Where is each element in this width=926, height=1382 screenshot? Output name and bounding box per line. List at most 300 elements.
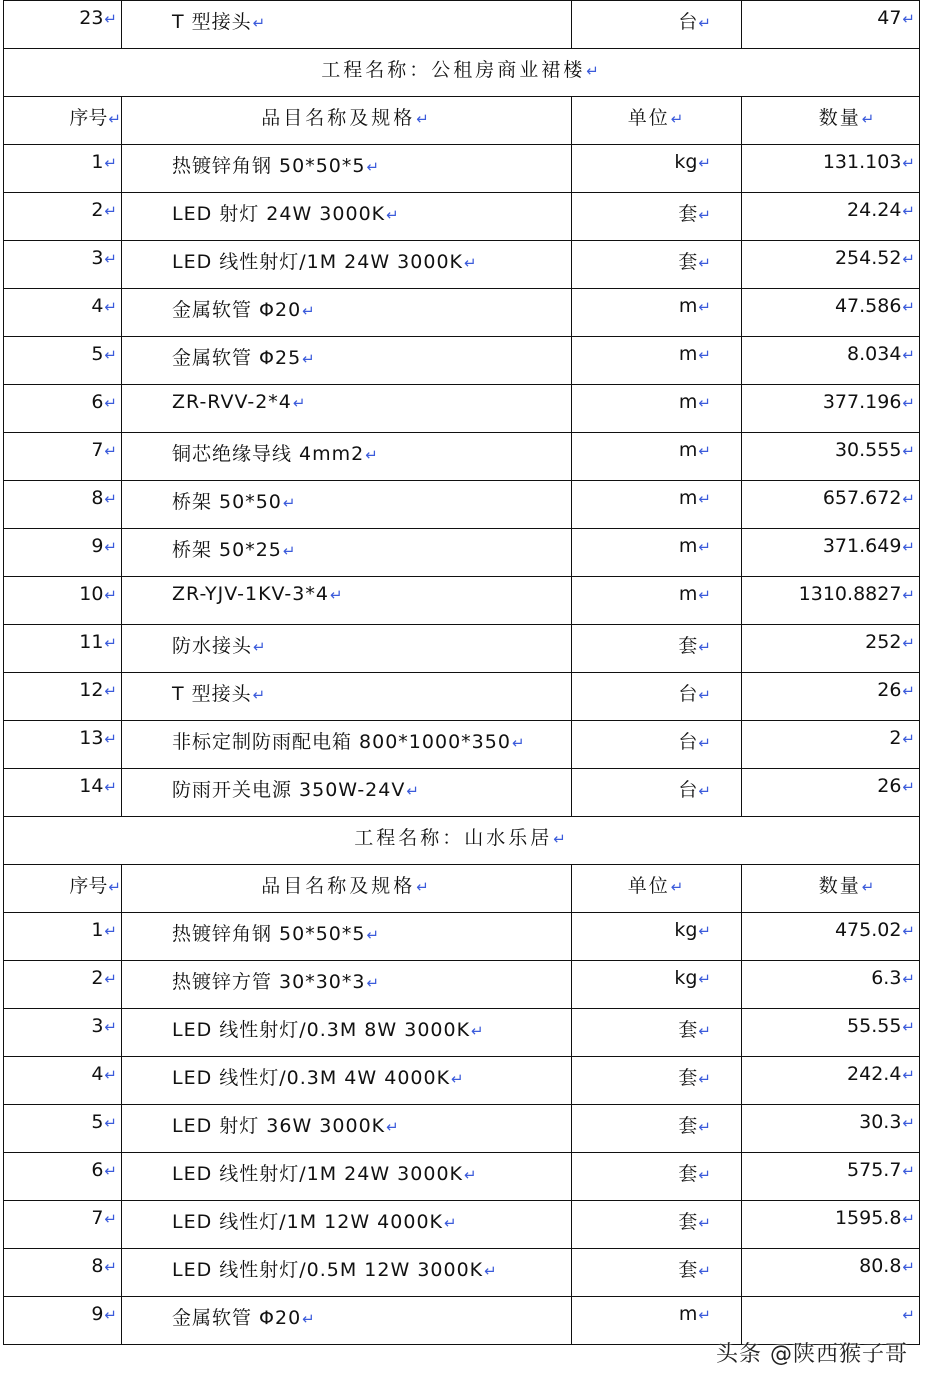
table-row [4,529,920,577]
row-number-cell [4,1009,122,1057]
item-name-cell [122,241,572,289]
item-name-text: T 型接头 [172,11,252,33]
item-quantity-cell [742,769,920,817]
item-unit-text: m [678,295,698,317]
item-unit-text: m [678,439,698,461]
header-qty-cell [742,97,920,145]
item-name-text: LED 射灯 36W 3000K [172,1115,386,1137]
row-number-cell [4,577,122,625]
item-unit-cell [572,145,742,193]
item-unit-cell [572,673,742,721]
item-quantity-text: 26 [877,775,902,797]
item-quantity-text: 30.3 [859,1111,902,1133]
row-number-text: 8 [91,1255,104,1277]
paragraph-mark-icon: ↵ [104,538,117,556]
item-name-cell [122,1297,572,1345]
row-number-text: 6 [91,391,104,413]
row-number-text: 7 [91,439,104,461]
item-quantity-text: 30.555 [834,439,902,461]
item-name-text: LED 线性射灯/0.5M 12W 3000K [172,1259,484,1281]
item-name-text: 金属软管 Φ20 [172,1307,302,1329]
paragraph-mark-icon: ↵ [902,1018,915,1036]
table-row [4,1249,920,1297]
paragraph-mark-icon: ↵ [902,202,915,220]
paragraph-mark-icon: ↵ [902,394,915,412]
item-unit-text: m [678,535,698,557]
header-unit-text: 单位 [627,875,670,897]
item-name-text: LED 线性灯/0.3M 4W 4000K [172,1067,451,1089]
row-number-cell [4,289,122,337]
item-quantity-text: 47.586 [834,295,902,317]
paragraph-mark-icon: ↵ [252,686,267,704]
item-unit-cell [572,913,742,961]
paragraph-mark-icon: ↵ [670,110,686,128]
paragraph-mark-icon: ↵ [698,14,711,32]
paragraph-mark-icon: ↵ [451,1070,465,1088]
row-number-text: 1 [91,919,104,941]
paragraph-mark-icon: ↵ [416,878,432,896]
paragraph-mark-icon: ↵ [108,878,121,896]
paragraph-mark-icon: ↵ [302,350,316,368]
paragraph-mark-icon: ↵ [698,586,711,604]
table-row [4,1057,920,1105]
item-name-cell [122,769,572,817]
paragraph-mark-icon: ↵ [698,1118,711,1136]
paragraph-mark-icon: ↵ [902,778,915,796]
header-unit-cell [572,865,742,913]
item-name-cell [122,1009,572,1057]
paragraph-mark-icon: ↵ [292,394,307,412]
item-quantity-text: 2 [889,727,902,749]
item-name-cell [122,337,572,385]
item-name-text: 防雨开关电源 350W-24V [172,779,406,801]
item-quantity-cell [742,673,920,721]
item-unit-cell [572,289,742,337]
paragraph-mark-icon: ↵ [302,1310,316,1328]
item-unit-cell [572,1057,742,1105]
row-number-text: 5 [91,343,104,365]
paragraph-mark-icon: ↵ [104,970,117,988]
item-unit-text: m [678,1303,698,1325]
item-name-text: T 型接头 [172,683,252,705]
project-title-cell [4,49,920,97]
item-name-cell [122,721,572,769]
row-number-cell [4,1057,122,1105]
paragraph-mark-icon: ↵ [698,206,711,224]
paragraph-mark-icon: ↵ [104,346,117,364]
item-name-cell [122,1249,572,1297]
item-name-cell [122,1105,572,1153]
item-unit-cell [572,1249,742,1297]
row-number-text: 9 [91,535,104,557]
header-unit-cell [572,97,742,145]
item-name-text: 热镀锌方管 30*30*3 [172,971,366,993]
paragraph-mark-icon: ↵ [698,490,711,508]
paragraph-mark-icon: ↵ [902,538,915,556]
item-unit-text: 套 [678,1211,698,1233]
item-quantity-cell [742,721,920,769]
item-unit-cell [572,1201,742,1249]
item-name-cell [122,1201,572,1249]
item-unit-text: kg [674,967,698,989]
item-name-text: LED 线性灯/1M 12W 4000K [172,1211,443,1233]
paragraph-mark-icon: ↵ [386,206,400,224]
paragraph-mark-icon: ↵ [104,154,117,172]
table-row [4,673,920,721]
paragraph-mark-icon: ↵ [861,110,877,128]
item-quantity-cell [742,1249,920,1297]
row-number-text: 10 [79,583,104,605]
header-row [4,97,920,145]
item-name-cell [122,961,572,1009]
item-quantity-text: 1310.8827 [798,583,902,605]
paragraph-mark-icon: ↵ [902,970,915,988]
paragraph-mark-icon: ↵ [698,442,711,460]
row-number-cell [4,385,122,433]
item-name-cell [122,193,572,241]
item-unit-text: kg [674,919,698,941]
item-unit-text: 套 [678,1259,698,1281]
item-quantity-cell [742,193,920,241]
project-title-text: 工程名称：山水乐居 [354,827,553,849]
paragraph-mark-icon: ↵ [902,682,915,700]
paragraph-mark-icon: ↵ [902,154,915,172]
item-unit-cell [572,1153,742,1201]
paragraph-mark-icon: ↵ [108,110,121,128]
table-row [4,721,920,769]
paragraph-mark-icon: ↵ [104,490,117,508]
paragraph-mark-icon: ↵ [698,922,711,940]
table-row [4,433,920,481]
table-row [4,1153,920,1201]
table-row [4,1,920,49]
header-qty-cell [742,865,920,913]
item-quantity-text: 242.4 [847,1063,902,1085]
paragraph-mark-icon: ↵ [902,1306,915,1324]
item-name-cell [122,289,572,337]
table-row [4,577,920,625]
item-unit-cell [572,337,742,385]
item-unit-cell [572,625,742,673]
paragraph-mark-icon: ↵ [471,1022,485,1040]
item-name-cell [122,1,572,49]
paragraph-mark-icon: ↵ [104,1066,117,1084]
header-name-text: 品目名称及规格 [261,875,416,897]
paragraph-mark-icon: ↵ [104,442,117,460]
item-quantity-text: 80.8 [859,1255,902,1277]
paragraph-mark-icon: ↵ [902,730,915,748]
paragraph-mark-icon: ↵ [698,1262,711,1280]
table-row [4,913,920,961]
row-number-text: 3 [91,1015,104,1037]
table-row [4,193,920,241]
item-name-text: 防水接头 [172,635,253,657]
paragraph-mark-icon: ↵ [302,302,316,320]
paragraph-mark-icon: ↵ [104,586,117,604]
item-name-cell [122,385,572,433]
paragraph-mark-icon: ↵ [698,1306,711,1324]
item-unit-cell [572,193,742,241]
paragraph-mark-icon: ↵ [104,1258,117,1276]
item-unit-text: 套 [678,1019,698,1041]
paragraph-mark-icon: ↵ [282,494,297,512]
paragraph-mark-icon: ↵ [366,974,381,992]
item-unit-text: m [678,391,698,413]
item-quantity-text: 252 [865,631,902,653]
project-title-cell [4,817,920,865]
paragraph-mark-icon: ↵ [586,62,602,80]
row-number-cell [4,433,122,481]
item-unit-cell [572,481,742,529]
item-name-text: LED 射灯 24W 3000K [172,203,386,225]
paragraph-mark-icon: ↵ [104,202,117,220]
row-number-cell [4,961,122,1009]
paragraph-mark-icon: ↵ [104,1114,117,1132]
row-number-text: 11 [79,631,104,653]
item-name-text: LED 线性射灯/1M 24W 3000K [172,1163,463,1185]
item-quantity-text: 575.7 [847,1159,902,1181]
paragraph-mark-icon: ↵ [902,10,915,28]
paragraph-mark-icon: ↵ [902,1066,915,1084]
row-number-text: 5 [91,1111,104,1133]
row-number-cell [4,241,122,289]
item-unit-text: 台 [678,779,698,801]
row-number-text: 2 [91,967,104,989]
paragraph-mark-icon: ↵ [104,298,117,316]
item-unit-cell [572,241,742,289]
row-number-text: 9 [91,1303,104,1325]
paragraph-mark-icon: ↵ [252,14,267,32]
item-name-text: 热镀锌角钢 50*50*5 [172,923,366,945]
table-row [4,1201,920,1249]
paragraph-mark-icon: ↵ [902,922,915,940]
row-number-text: 6 [91,1159,104,1181]
item-unit-text: 套 [678,1163,698,1185]
item-name-text: 桥架 50*25 [172,539,282,561]
header-name-cell [122,97,572,145]
item-quantity-cell [742,529,920,577]
paragraph-mark-icon: ↵ [104,394,117,412]
row-number-cell [4,625,122,673]
item-name-cell [122,529,572,577]
paragraph-mark-icon: ↵ [698,1214,711,1232]
watermark: 头条 @陕西猴子哥 [716,1342,908,1367]
table-row [4,241,920,289]
item-unit-cell [572,529,742,577]
item-unit-text: 套 [678,635,698,657]
paragraph-mark-icon: ↵ [444,1214,458,1232]
materials-table-body [4,1,920,1345]
item-unit-text: m [678,343,698,365]
item-name-text: 铜芯绝缘导线 4mm2 [172,443,365,465]
item-quantity-cell [742,145,920,193]
item-name-text: 非标定制防雨配电箱 800*1000*350 [172,731,511,753]
table-row [4,385,920,433]
item-name-text: LED 线性射灯/1M 24W 3000K [172,251,463,273]
paragraph-mark-icon: ↵ [902,1210,915,1228]
paragraph-mark-icon: ↵ [104,778,117,796]
row-number-cell [4,145,122,193]
paragraph-mark-icon: ↵ [104,1306,117,1324]
item-name-cell [122,673,572,721]
header-qty-text: 数量 [818,107,861,129]
item-unit-text: m [678,583,698,605]
paragraph-mark-icon: ↵ [104,1162,117,1180]
item-quantity-text: 55.55 [847,1015,902,1037]
row-number-cell [4,1249,122,1297]
header-no-text: 序号 [69,875,108,897]
item-quantity-text: 26 [877,679,902,701]
paragraph-mark-icon: ↵ [698,1070,711,1088]
table-row [4,625,920,673]
item-quantity-cell [742,1,920,49]
item-quantity-cell [742,1057,920,1105]
item-quantity-text: 377.196 [822,391,902,413]
item-unit-text: 套 [678,1067,698,1089]
row-number-text: 7 [91,1207,104,1229]
item-quantity-text: 47 [877,7,902,29]
header-no-cell [4,97,122,145]
item-unit-cell [572,961,742,1009]
paragraph-mark-icon: ↵ [698,254,711,272]
paragraph-mark-icon: ↵ [104,250,117,268]
row-number-cell [4,1297,122,1345]
paragraph-mark-icon: ↵ [464,254,478,272]
paragraph-mark-icon: ↵ [902,250,915,268]
paragraph-mark-icon: ↵ [365,446,379,464]
item-quantity-cell [742,1009,920,1057]
paragraph-mark-icon: ↵ [104,634,117,652]
item-name-text: 金属软管 Φ25 [172,347,302,369]
paragraph-mark-icon: ↵ [386,1118,400,1136]
paragraph-mark-icon: ↵ [698,970,711,988]
paragraph-mark-icon: ↵ [670,878,686,896]
row-number-cell [4,337,122,385]
item-unit-cell [572,1,742,49]
item-quantity-text: 131.103 [822,151,902,173]
paragraph-mark-icon: ↵ [861,878,877,896]
item-unit-cell [572,385,742,433]
item-unit-text: kg [674,151,698,173]
item-name-text: LED 线性射灯/0.3M 8W 3000K [172,1019,471,1041]
table-row [4,289,920,337]
row-number-text: 14 [79,775,104,797]
item-quantity-cell [742,481,920,529]
header-unit-text: 单位 [627,107,670,129]
item-name-cell [122,1057,572,1105]
paragraph-mark-icon: ↵ [366,158,381,176]
item-quantity-cell [742,289,920,337]
paragraph-mark-icon: ↵ [511,734,526,752]
row-number-text: 8 [91,487,104,509]
item-quantity-text: 475.02 [834,919,902,941]
header-row [4,865,920,913]
header-name-cell [122,865,572,913]
item-name-cell [122,913,572,961]
table-row [4,1105,920,1153]
row-number-cell [4,1105,122,1153]
paragraph-mark-icon: ↵ [366,926,381,944]
paragraph-mark-icon: ↵ [329,586,344,604]
paragraph-mark-icon: ↵ [104,682,117,700]
item-unit-text: m [678,487,698,509]
item-unit-text: 台 [678,683,698,705]
paragraph-mark-icon: ↵ [253,638,267,656]
paragraph-mark-icon: ↵ [902,586,915,604]
item-name-cell [122,145,572,193]
item-name-cell [122,1153,572,1201]
row-number-cell [4,529,122,577]
item-quantity-cell [742,385,920,433]
item-quantity-text: 24.24 [847,199,902,221]
paragraph-mark-icon: ↵ [902,1258,915,1276]
paragraph-mark-icon: ↵ [698,1022,711,1040]
item-unit-text: 套 [678,203,698,225]
item-name-text: 热镀锌角钢 50*50*5 [172,155,366,177]
paragraph-mark-icon: ↵ [484,1262,498,1280]
item-quantity-cell [742,577,920,625]
item-quantity-text: 371.649 [822,535,902,557]
row-number-text: 1 [91,151,104,173]
row-number-cell [4,721,122,769]
item-unit-cell [572,721,742,769]
item-unit-cell [572,577,742,625]
table-row [4,145,920,193]
paragraph-mark-icon: ↵ [902,298,915,316]
item-unit-cell [572,769,742,817]
item-unit-cell [572,1009,742,1057]
item-quantity-cell [742,625,920,673]
item-quantity-cell [742,1153,920,1201]
paragraph-mark-icon: ↵ [902,490,915,508]
materials-table [3,0,920,1345]
item-name-cell [122,577,572,625]
header-no-cell [4,865,122,913]
paragraph-mark-icon: ↵ [698,638,711,656]
row-number-cell [4,1,122,49]
row-number-text: 12 [79,679,104,701]
item-unit-cell [572,433,742,481]
header-qty-text: 数量 [818,875,861,897]
table-row [4,1009,920,1057]
paragraph-mark-icon: ↵ [698,782,711,800]
paragraph-mark-icon: ↵ [104,730,117,748]
item-quantity-text: 6.3 [871,967,902,989]
row-number-cell [4,673,122,721]
row-number-text: 23 [79,7,104,29]
item-quantity-text: 8.034 [847,343,902,365]
item-unit-text: 台 [678,11,698,33]
table-row [4,337,920,385]
item-quantity-text: 657.672 [822,487,902,509]
paragraph-mark-icon: ↵ [104,10,117,28]
paragraph-mark-icon: ↵ [902,1114,915,1132]
row-number-text: 4 [91,295,104,317]
item-quantity-cell [742,1105,920,1153]
header-no-text: 序号 [69,107,108,129]
paragraph-mark-icon: ↵ [104,1018,117,1036]
row-number-cell [4,1153,122,1201]
item-quantity-text: 254.52 [834,247,902,269]
item-name-text: ZR-YJV-1KV-3*4 [172,583,329,605]
table-row [4,481,920,529]
paragraph-mark-icon: ↵ [698,394,711,412]
row-number-text: 3 [91,247,104,269]
header-name-text: 品目名称及规格 [261,107,416,129]
paragraph-mark-icon: ↵ [698,346,711,364]
paragraph-mark-icon: ↵ [902,634,915,652]
paragraph-mark-icon: ↵ [902,1162,915,1180]
